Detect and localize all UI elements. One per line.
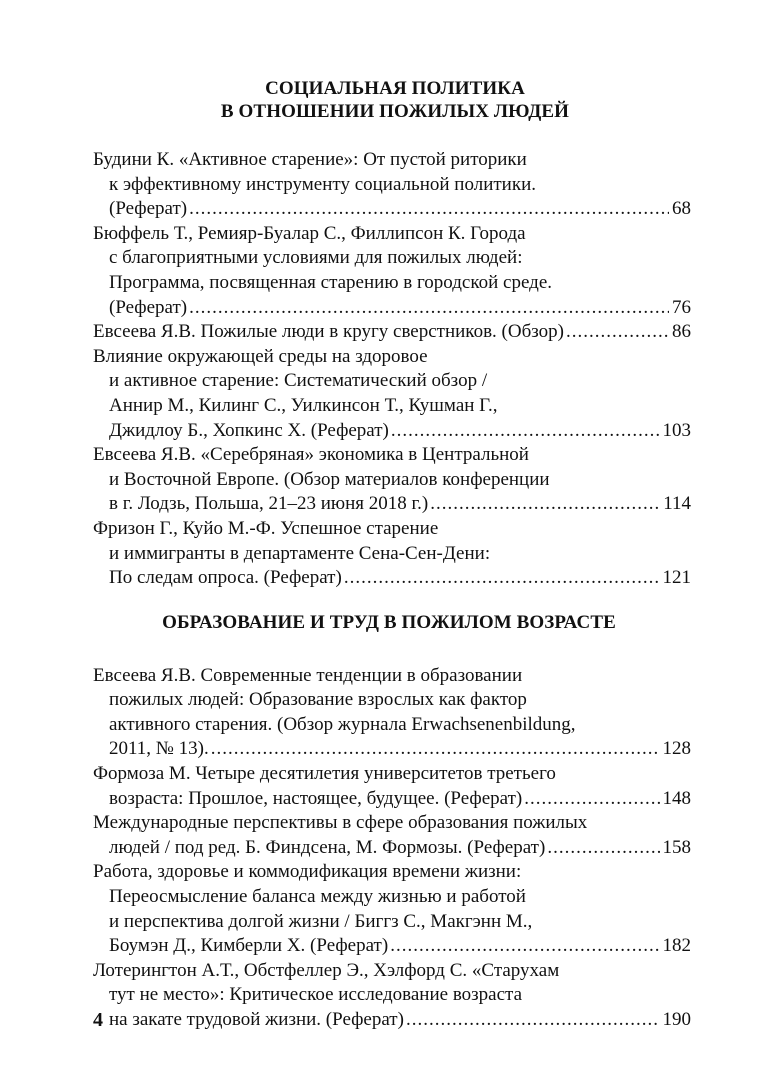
toc-entry[interactable]: [93, 959, 691, 1033]
toc-entry-last-line: [93, 787, 691, 812]
toc-entry[interactable]: [93, 811, 691, 860]
toc-entry[interactable]: [93, 860, 691, 958]
toc-entry-line: активного старения. (Обзор журнала Erwachsenenbildung,: [109, 713, 576, 735]
toc-page-number: 158: [662, 836, 691, 858]
toc-entry-line: (Реферат): [109, 296, 188, 318]
toc-entry-line: Формоза М. Четыре десятилетия университетов третьего: [93, 763, 556, 785]
toc-entry-line: По следам опроса. (Реферат): [109, 567, 342, 589]
toc-page-number: 86: [672, 321, 691, 343]
toc-entry-line: Влияние окружающей среды на здоровое: [93, 345, 428, 367]
toc-page-number: 121: [662, 567, 691, 589]
section-title-line: В ОТНОШЕНИИ ПОЖИЛЫХ ЛЮДЕЙ: [220, 101, 570, 122]
toc-entry-line: Боумэн Д., Кимберли Х. (Реферат): [109, 935, 389, 957]
dot-leader: [406, 1008, 660, 1033]
dot-leader: [344, 566, 660, 591]
toc-entry[interactable]: [93, 517, 691, 591]
toc-entry-last-line: [93, 737, 691, 762]
toc-entry-line: и активное старение: Систематический обзор /: [109, 370, 488, 392]
section-title-line: СОЦИАЛЬНАЯ ПОЛИТИКА: [265, 78, 525, 99]
toc-entry-line: и иммигранты в департаменте Сена-Сен-Дени:: [109, 542, 491, 564]
toc-entry-line: возраста: Прошлое, настоящее, будущее. (Реферат): [109, 787, 523, 809]
toc-page-number: 68: [672, 198, 691, 220]
toc-entry-line: в г. Лодзь, Польша, 21–23 июня 2018 г.): [109, 493, 429, 515]
toc-entry-line: Евсеева Я.В. Пожилые люди в кругу сверстников. (Обзор): [93, 321, 564, 343]
toc-entry[interactable]: [93, 345, 691, 443]
section-title-social-policy: [99, 77, 691, 123]
dot-leader: [211, 737, 660, 762]
toc-entry[interactable]: [93, 320, 691, 345]
toc-entry-line: Евсеева Я.В. Современные тенденции в образовании: [93, 664, 523, 686]
toc-entry-line: на закате трудовой жизни. (Реферат): [109, 1009, 404, 1030]
toc-entry-last-line: [93, 419, 691, 444]
toc-list-social-policy: [93, 148, 691, 591]
toc-entry-line: 2011, № 13).: [109, 738, 209, 760]
section-title-education-work: [87, 611, 691, 634]
toc-entry[interactable]: [93, 443, 691, 517]
toc-entry-line: и Восточной Европе. (Обзор материалов конференции: [109, 468, 550, 490]
toc-page-number: 182: [662, 935, 691, 957]
toc-entry[interactable]: [93, 762, 691, 811]
toc-entry-line: и перспектива долгой жизни / Биггз С., Макгэнн М.,: [109, 910, 533, 932]
toc-entry-last-line: [93, 197, 691, 222]
dot-leader: [566, 320, 669, 345]
toc-page-number: 103: [662, 419, 691, 441]
toc-entry-line: Лотерингтон А.Т., Обстфеллер Э., Хэлфорд С. «Старухам: [93, 959, 560, 981]
dot-leader: [391, 419, 660, 444]
toc-list-education-work: [93, 664, 691, 1033]
toc-entry-last-line: [93, 320, 691, 345]
toc-page-number: 114: [663, 493, 691, 515]
toc-entry-line: Переосмысление баланса между жизнью и работой: [109, 886, 526, 908]
toc-entry-line: Будини К. «Активное старение»: От пустой риторики: [93, 149, 527, 170]
dot-leader: [189, 296, 669, 321]
toc-page-number: 76: [672, 296, 691, 318]
section-title-line: ОБРАЗОВАНИЕ И ТРУД В ПОЖИЛОМ ВОЗРАСТЕ: [162, 611, 616, 633]
dot-leader: [189, 197, 669, 222]
toc-page-number: 128: [662, 738, 691, 760]
toc-entry-last-line: [93, 836, 691, 861]
toc-entry-line: Евсеева Я.В. «Серебряная» экономика в Центральной: [93, 444, 529, 466]
toc-entry-line: тут не место»: Критическое исследование возраста: [109, 984, 523, 1006]
toc-entry-line: Программа, посвященная старению в городской среде.: [109, 271, 553, 293]
toc-entry-last-line: [93, 934, 691, 959]
toc-entry-last-line: [93, 296, 691, 321]
toc-entry[interactable]: [93, 664, 691, 762]
toc-entry-line: Международные перспективы в сфере образования пожилых: [93, 812, 588, 834]
toc-entry-line: Работа, здоровье и коммодификация времени жизни:: [93, 861, 522, 883]
toc-entry-last-line: [93, 1008, 691, 1033]
toc-entry-line: пожилых людей: Образование взрослых как фактор: [109, 689, 527, 711]
toc-entry-line: к эффективному инструменту социальной политики.: [109, 173, 536, 195]
toc-entry-last-line: [93, 566, 691, 591]
toc-entry[interactable]: [93, 148, 691, 222]
dot-leader: [524, 787, 659, 812]
toc-entry-line: Аннир М., Килинг С., Уилкинсон Т., Кушман Г.,: [109, 394, 498, 416]
toc-entry-line: (Реферат): [109, 198, 188, 220]
toc-entry-line: Бюффель Т., Ремияр-Буалар С., Филлипсон К. Города: [93, 222, 526, 244]
toc-entry[interactable]: [93, 222, 691, 320]
dot-leader: [547, 836, 659, 861]
toc-page-number: 190: [662, 1009, 691, 1030]
toc-entry-line: с благоприятными условиями для пожилых людей:: [109, 247, 523, 269]
toc-entry-line: людей / под ред. Б. Финдсена, М. Формозы. (Реферат): [109, 836, 546, 858]
toc-entry-line: Фризон Г., Куйо М.-Ф. Успешное старение: [93, 517, 439, 539]
dot-leader: [430, 492, 660, 517]
page-number: 4: [93, 1009, 103, 1031]
toc-entry-last-line: [93, 492, 691, 517]
toc-entry-line: Джидлоу Б., Хопкинс Х. (Реферат): [109, 419, 389, 441]
toc-page-number: 148: [662, 787, 691, 809]
dot-leader: [390, 934, 659, 959]
